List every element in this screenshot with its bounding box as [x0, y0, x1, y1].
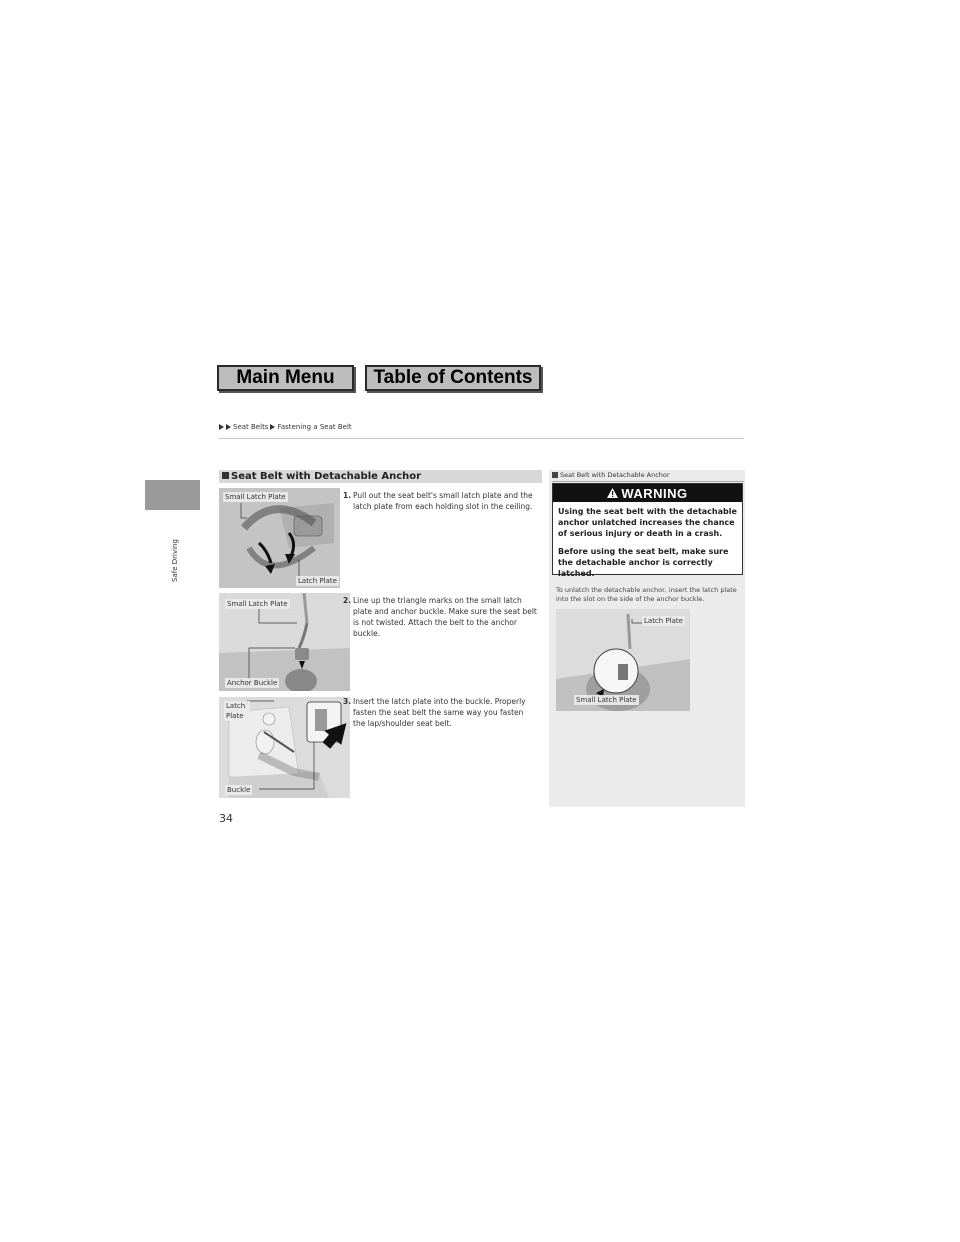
figure-anchor-buckle — [219, 593, 350, 691]
callout-small-latch-plate: Small Latch Plate — [225, 493, 286, 501]
section-header — [219, 470, 542, 483]
step-text: Line up the triangle marks on the small latch plate and anchor buckle. Make sure the seat belt is not twisted. Attach the belt to the anchor buckle. — [353, 596, 537, 638]
callout-latch-plate: Latch Plate — [224, 701, 250, 721]
breadcrumb-arrow-icon — [219, 424, 224, 430]
breadcrumb-arrow-icon — [226, 424, 231, 430]
callout-small-latch-plate: Small Latch Plate — [576, 696, 637, 704]
note-divider — [552, 481, 744, 482]
header-divider — [219, 438, 744, 439]
step-2 — [343, 595, 538, 639]
callout-latch-plate: Latch Plate — [298, 577, 337, 585]
ceiling-latch-illustration — [219, 488, 340, 588]
chapter-label: Safe Driving — [171, 539, 179, 582]
step-1 — [343, 490, 538, 512]
figure-insert-latch — [219, 697, 350, 798]
step-number: 3. — [343, 697, 352, 706]
step-3 — [343, 696, 538, 729]
callout-small-latch-plate: Small Latch Plate — [227, 600, 288, 608]
warning-text-1: Using the seat belt with the detachable anchor unlatched increases the chance of serious injury or death in a crash. — [558, 507, 737, 538]
note-reference-icon — [552, 472, 558, 478]
page-number: 34 — [219, 812, 233, 825]
figure-pull-out-latch — [219, 488, 340, 588]
note-header — [552, 471, 670, 479]
step-number: 1. — [343, 491, 352, 500]
main-menu-button[interactable]: Main Menu — [217, 365, 354, 391]
step-text: Insert the latch plate into the buckle. Properly fasten the seat belt the same way you fasten the lap/shoulder seat belt. — [353, 697, 526, 728]
breadcrumb-item-fastening[interactable]: Fastening a Seat Belt — [277, 423, 352, 431]
step-text: Pull out the seat belt's small latch plate and the latch plate from each holding slot in the ceiling. — [353, 491, 533, 511]
warning-banner — [553, 484, 742, 502]
note-title: Seat Belt with Detachable Anchor — [560, 471, 670, 479]
chapter-tab — [145, 480, 200, 510]
warning-box — [552, 483, 743, 578]
table-of-contents-button[interactable]: Table of Contents — [365, 365, 541, 391]
warning-triangle-icon — [607, 488, 618, 498]
warning-text-2: Before using the seat belt, make sure the detachable anchor is correctly latched. — [558, 547, 729, 578]
callout-latch-plate: Latch Plate — [644, 617, 683, 625]
breadcrumb — [219, 423, 352, 431]
breadcrumb-item-seat-belts[interactable]: Seat Belts — [233, 423, 269, 431]
breadcrumb-arrow-icon — [270, 424, 275, 430]
section-title: Seat Belt with Detachable Anchor — [231, 471, 422, 482]
step-number: 2. — [343, 596, 352, 605]
unlatch-instructions: To unlatch the detachable anchor, insert the latch plate into the slot on the side of the anchor buckle. — [556, 586, 737, 603]
warning-word: WARNING — [621, 485, 688, 501]
figure-unlatch-anchor — [556, 609, 690, 711]
section-square-icon — [222, 472, 229, 479]
callout-buckle: Buckle — [227, 786, 251, 794]
callout-anchor-buckle: Anchor Buckle — [227, 679, 278, 687]
